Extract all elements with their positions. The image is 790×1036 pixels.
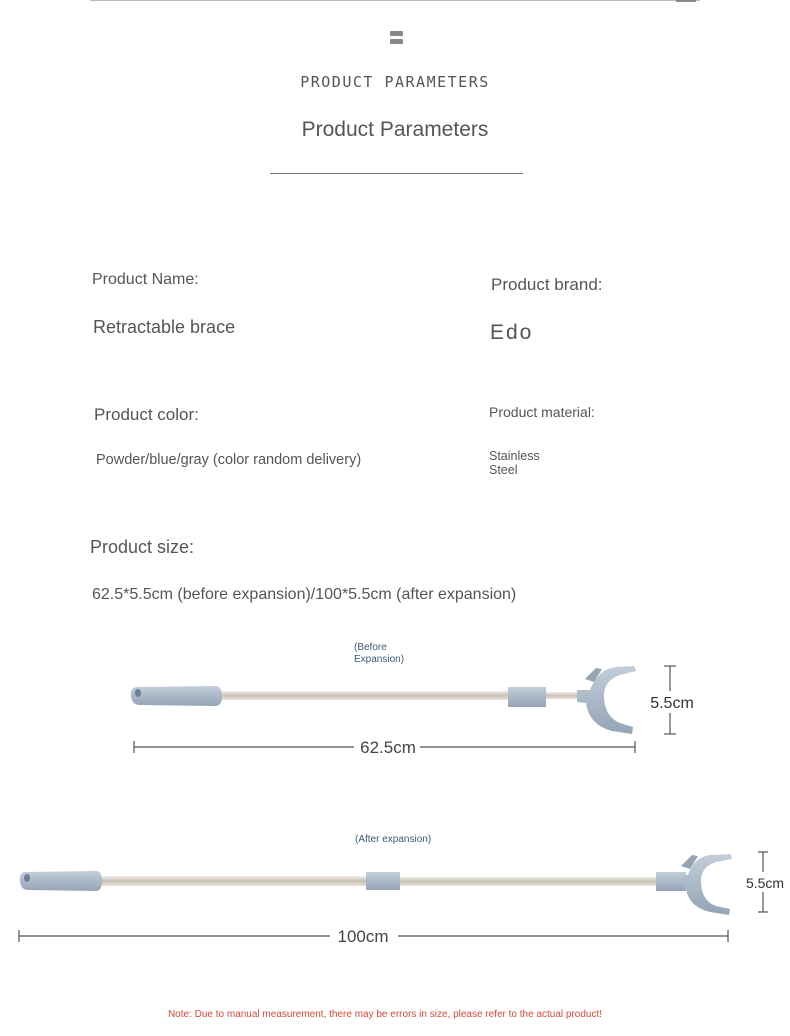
product-size-label: Product size:	[90, 537, 195, 557]
after-caption: (After expansion)	[355, 834, 432, 845]
after-handle-hole	[24, 874, 30, 882]
after-handle-grip	[20, 871, 102, 891]
after-expansion-diagram	[0, 845, 790, 955]
before-handle-hole	[135, 689, 141, 697]
before-steel-neck	[545, 692, 577, 699]
top-edge-line	[90, 0, 700, 1]
section-eyebrow: PRODUCT PARAMETERS	[300, 73, 490, 91]
product-brand-value: Edo	[490, 321, 534, 344]
product-name-label: Product Name:	[92, 271, 199, 288]
after-steel-tube-lower	[100, 876, 370, 886]
after-steel-tube-upper	[398, 877, 660, 886]
product-size-value: 62.5*5.5cm (before expansion)/100*5.5cm (after expansion)	[92, 586, 517, 603]
before-expansion-diagram	[0, 655, 790, 770]
before-y-fork-hook	[577, 666, 636, 734]
after-top-sleeve	[656, 872, 686, 891]
before-height-label: 5.5cm	[650, 695, 694, 712]
menu-icon	[390, 31, 403, 45]
before-caption-line-1: (Before	[354, 642, 387, 653]
product-material-label: Product material:	[489, 404, 595, 420]
before-handle-grip	[131, 686, 222, 706]
section-title: Product Parameters	[301, 118, 489, 141]
after-lock-sleeve	[366, 872, 400, 890]
after-length-label: 100cm	[337, 927, 389, 946]
title-divider	[270, 173, 523, 174]
top-edge-mark	[676, 0, 696, 2]
product-name-value: Retractable brace	[93, 317, 236, 337]
product-brand-label: Product brand:	[491, 275, 603, 294]
before-length-label: 62.5cm	[360, 738, 416, 757]
material-line-2: Steel	[489, 463, 518, 477]
before-caption-line-2: Expansion)	[354, 654, 405, 665]
product-color-value: Powder/blue/gray (color random delivery)	[96, 452, 362, 468]
before-steel-tube	[215, 691, 510, 700]
material-line-1: Stainless	[489, 449, 540, 463]
measurement-note: Note: Due to manual measurement, there may be errors in size, please refer to the actual product!	[167, 1009, 603, 1020]
after-height-label: 5.5cm	[745, 875, 785, 891]
product-material-value	[489, 449, 540, 477]
product-color-label: Product color:	[94, 405, 199, 424]
before-lock-sleeve	[508, 687, 546, 707]
